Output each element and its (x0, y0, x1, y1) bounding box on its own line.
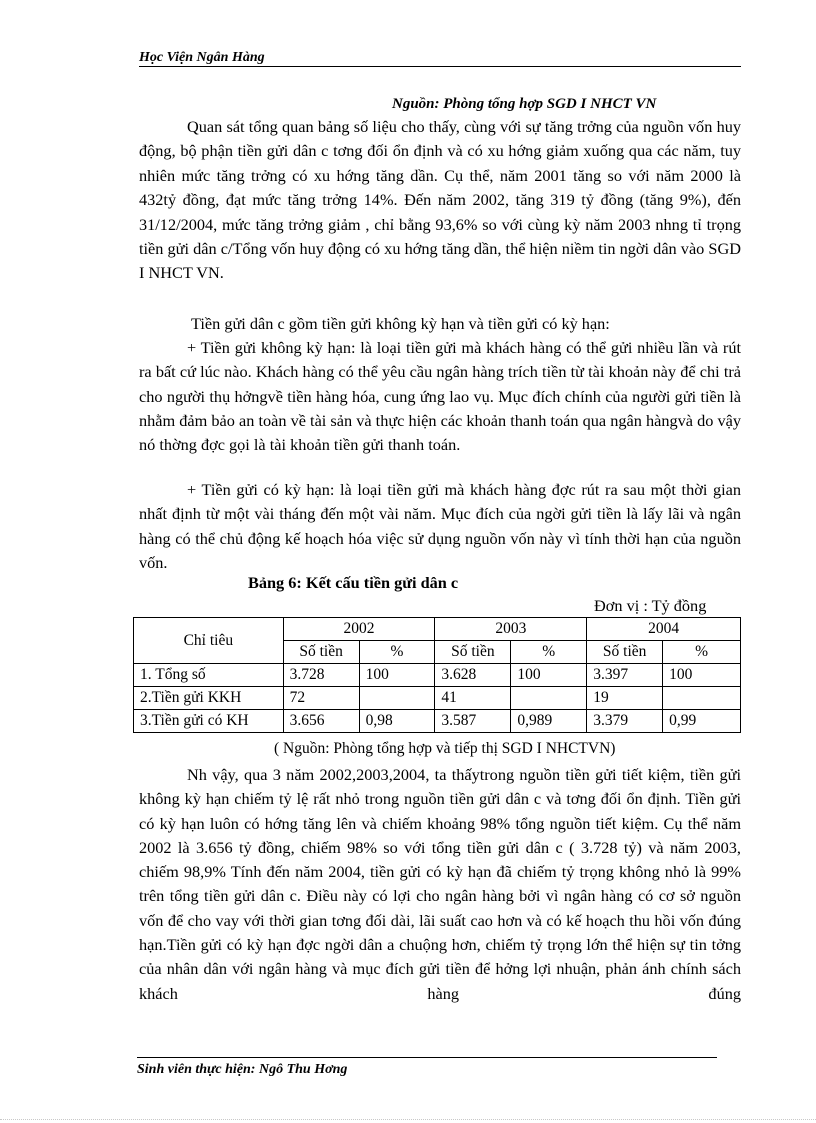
table-cell: 0,99 (663, 710, 741, 733)
table-cell: 3.728 (283, 664, 359, 687)
table-cell: 100 (359, 664, 435, 687)
table-cell: 3.587 (435, 710, 511, 733)
table-title: Bảng 6: Kết cấu tiền gửi dân c (248, 573, 459, 592)
table-cell: 41 (435, 687, 511, 710)
table-unit: Đơn vị : Tỷ đồng (594, 596, 707, 615)
paragraph-1-text: Quan sát tổng quan bảng số liệu cho thấy, cùng với sự tăng trởng của nguồn vốn huy động, bộ phận tiền gửi dân c tơng đối ổn định và có xu hớng giảm xuống qua các năm, tuy nhiên mức tăng trởng có xu hớng tăng dần. Cụ thể, năm 2001 tăng so với năm 2000 là 432tỷ đồng, đạt mức tăng trởng 14%. Đến năm 2002, tăng 319 tỷ đồng (tăng 9%), đến 31/12/2004, mức tăng trởng giảm , chỉ bằng 93,6% so với cùng kỳ năm 2003 nhng tỉ trọng tiền gửi dân c/Tổng vốn huy động có xu hớng tăng dần, thể hiện niềm tin ngời dân vào SGD I NHCT VN. (139, 117, 741, 283)
subheader-percent: % (359, 641, 435, 664)
table-cell: 0,989 (511, 710, 587, 733)
paragraph-2-text: Tiền gửi dân c gồm tiền gửi không kỳ hạn và tiền gửi có kỳ hạn: (191, 314, 610, 333)
paragraph-4 (139, 478, 741, 575)
header-year-2002: 2002 (283, 618, 435, 641)
table-cell (359, 687, 435, 710)
header-year-2004: 2004 (587, 618, 741, 641)
subheader-amount: Số tiền (435, 641, 511, 664)
table-cell: 3.656 (283, 710, 359, 733)
paragraph-4-text: + Tiền gửi có kỳ hạn: là loại tiền gửi mà khách hàng đợc rút ra sau một thời gian nhất định từ một vài tháng đến một vài năm. Mục đích của ngời gửi tiền là lấy lãi và ngân hàng có thể chủ động kế hoạch hóa việc sử dụng nguồn vốn này vì tính thời hạn của nguồn vốn. (139, 480, 741, 572)
paragraph-1 (139, 115, 741, 286)
table-cell: 72 (283, 687, 359, 710)
footer-divider (137, 1057, 717, 1058)
row-label: 3.Tiền gửi có KH (134, 710, 284, 733)
table-row (134, 664, 741, 687)
table-row (134, 687, 741, 710)
subheader-amount: Số tiền (283, 641, 359, 664)
deposit-structure-table (133, 617, 741, 733)
table-cell (511, 687, 587, 710)
header-indicator: Chỉ tiêu (134, 618, 284, 664)
table-row (134, 710, 741, 733)
table-cell: 3.628 (435, 664, 511, 687)
table-cell: 0,98 (359, 710, 435, 733)
table-cell: 100 (511, 664, 587, 687)
header-title: Học Viện Ngân Hàng (139, 50, 265, 65)
source-note-top: Nguồn: Phòng tổng hợp SGD I NHCT VN (392, 96, 657, 112)
paragraph-5-text: Nh vậy, qua 3 năm 2002,2003,2004, ta thấytrong nguồn tiền gửi tiết kiệm, tiền gửi không kỳ hạn chiếm tỷ lệ rất nhỏ trong nguồn tiền gửi dân c và tơng đối ổn định. Tiền gửi có kỳ hạn luôn có hớng tăng lên và chiếm khoảng 98% tổng nguồn tiết kiệm. Cụ thể năm 2002 là 3.656 tỷ đồng, chiếm 98% so với tổng tiền gửi dân c ( 3.728 tỷ) và năm 2003, chiếm 98,9% Tính đến năm 2004, tiền gửi có kỳ hạn đã chiếm tỷ trọng không nhỏ là 99% trên tổng tiền gửi dân c. Điều này có lợi cho ngân hàng bởi vì ngân hàng có cơ sở nguồn vốn để cho vay với thời gian tơng đối dài, lãi suất cao hơn và có kế hoạch thu hồi vốn đúng hạn.Tiền gửi có kỳ hạn đợc ngời dân a chuộng hơn, chiếm tỷ trọng lớn thể hiện sự tin tởng của nhân dân với ngân hàng và mục đích gửi tiền để hởng lợi nhuận, phản ánh chính sách khách hàng đúng (139, 765, 741, 1003)
table-cell: 100 (663, 664, 741, 687)
row-label: 2.Tiền gửi KKH (134, 687, 284, 710)
page-header (139, 50, 741, 67)
table-source-note: ( Nguồn: Phòng tổng hợp và tiếp thị SGD I NHCTVN) (274, 740, 616, 757)
subheader-amount: Số tiền (587, 641, 663, 664)
paragraph-2 (139, 312, 741, 336)
table-cell (663, 687, 741, 710)
paragraph-5 (139, 763, 741, 1006)
subheader-percent: % (663, 641, 741, 664)
table-header-row (134, 618, 741, 641)
table-cell: 3.379 (587, 710, 663, 733)
page-bottom-edge (0, 1119, 816, 1120)
subheader-percent: % (511, 641, 587, 664)
row-label: 1. Tổng số (134, 664, 284, 687)
footer-author: Sinh viên thực hiện: Ngô Thu Hơng (137, 1062, 348, 1077)
paragraph-3 (139, 336, 741, 457)
header-year-2003: 2003 (435, 618, 587, 641)
paragraph-3-text: + Tiền gửi không kỳ hạn: là loại tiền gửi mà khách hàng có thể gửi nhiều lần và rút ra bất cứ lúc nào. Khách hàng có thể yêu cầu ngân hàng trích tiền từ tài khoản này để chi trả cho người thụ hởngvề tiền hàng hóa, cung ứng lao vụ. Mục đích chính của người gửi tiền là nhằm đảm bảo an toàn về tài sản và thực hiện các khoản thanh toán qua ngân hàngvà do vậy nó thờng đợc gọi là tài khoản tiền gửi thanh toán. (139, 338, 741, 455)
table-cell: 19 (587, 687, 663, 710)
table-cell: 3.397 (587, 664, 663, 687)
